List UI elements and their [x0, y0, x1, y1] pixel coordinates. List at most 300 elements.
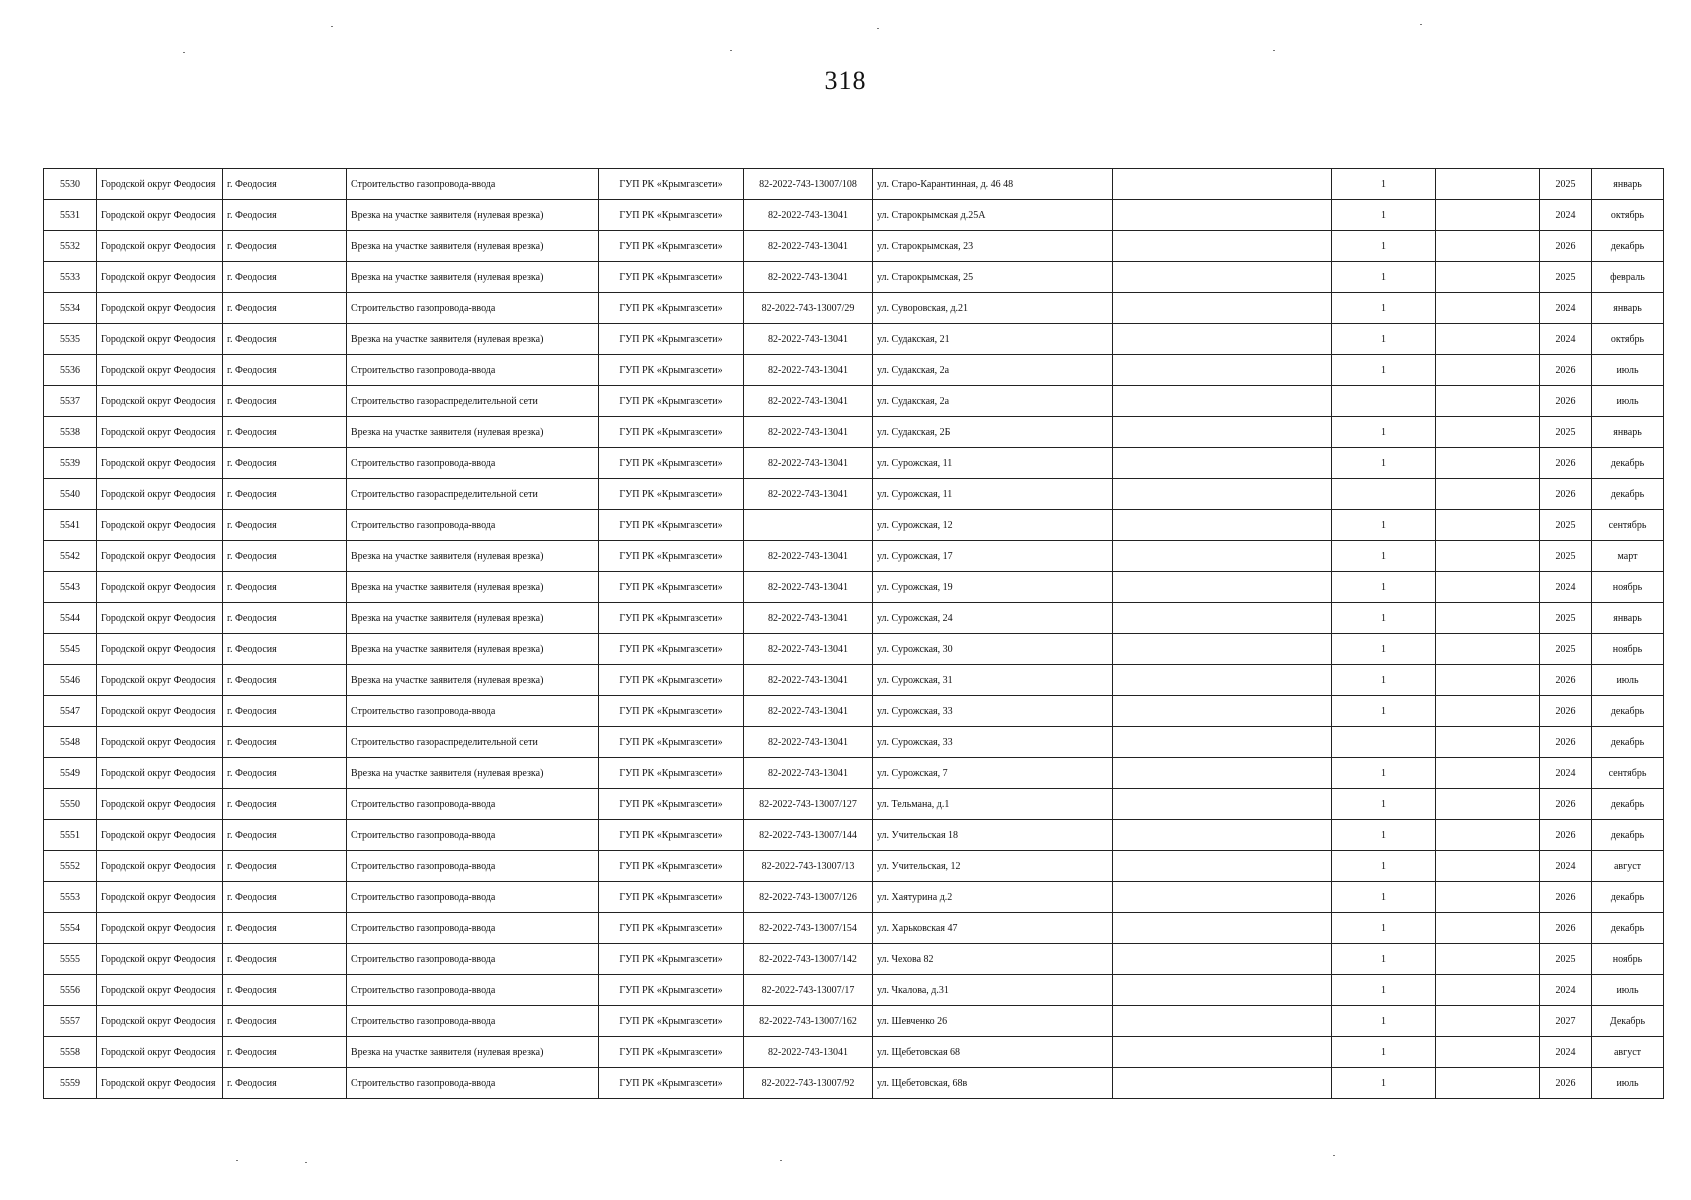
organization-cell: ГУП РК «Крымгазсети»: [599, 169, 744, 200]
empty-cell-cell: [1113, 944, 1332, 975]
quantity-cell: 1: [1332, 944, 1436, 975]
project-code-cell: 82-2022-743-13007/13: [744, 851, 873, 882]
table-row: [44, 417, 1664, 448]
row-number-cell: 5544: [44, 603, 97, 634]
row-number-cell: 5530: [44, 169, 97, 200]
project-code-cell: 82-2022-743-13007/127: [744, 789, 873, 820]
quantity-cell: 1: [1332, 1006, 1436, 1037]
month-cell: декабрь: [1592, 913, 1664, 944]
city-cell: г. Феодосия: [223, 355, 347, 386]
quantity-cell: 1: [1332, 262, 1436, 293]
city-cell: г. Феодосия: [223, 851, 347, 882]
organization-cell: ГУП РК «Крымгазсети»: [599, 913, 744, 944]
month-cell: август: [1592, 851, 1664, 882]
empty-cell-cell: [1113, 293, 1332, 324]
year-cell: 2026: [1540, 820, 1592, 851]
address-cell: ул. Старокрымская д.25А: [873, 200, 1113, 231]
work-type-cell: Строительство газопровода-ввода: [347, 293, 599, 324]
project-code-cell: 82-2022-743-13041: [744, 1037, 873, 1068]
address-cell: ул. Харьковская 47: [873, 913, 1113, 944]
address-cell: ул. Сурожская, 31: [873, 665, 1113, 696]
work-type-cell: Строительство газопровода-ввода: [347, 1068, 599, 1099]
year-cell: 2025: [1540, 944, 1592, 975]
table-row: [44, 510, 1664, 541]
work-type-cell: Врезка на участке заявителя (нулевая врезка): [347, 324, 599, 355]
month-cell: июль: [1592, 1068, 1664, 1099]
month-cell: июль: [1592, 665, 1664, 696]
month-cell: январь: [1592, 293, 1664, 324]
empty-cell-cell: [1436, 169, 1540, 200]
organization-cell: ГУП РК «Крымгазсети»: [599, 727, 744, 758]
empty-cell-cell: [1436, 634, 1540, 665]
year-cell: 2025: [1540, 417, 1592, 448]
organization-cell: ГУП РК «Крымгазсети»: [599, 696, 744, 727]
empty-cell-cell: [1113, 386, 1332, 417]
table-row: [44, 789, 1664, 820]
quantity-cell: [1332, 479, 1436, 510]
organization-cell: ГУП РК «Крымгазсети»: [599, 1068, 744, 1099]
empty-cell-cell: [1436, 448, 1540, 479]
empty-cell-cell: [1436, 1068, 1540, 1099]
row-number-cell: 5531: [44, 200, 97, 231]
organization-cell: ГУП РК «Крымгазсети»: [599, 665, 744, 696]
table-row: [44, 262, 1664, 293]
month-cell: январь: [1592, 603, 1664, 634]
empty-cell-cell: [1436, 851, 1540, 882]
quantity-cell: 1: [1332, 169, 1436, 200]
city-cell: г. Феодосия: [223, 696, 347, 727]
scan-speck: [1333, 1155, 1335, 1156]
city-cell: г. Феодосия: [223, 169, 347, 200]
month-cell: март: [1592, 541, 1664, 572]
empty-cell-cell: [1436, 572, 1540, 603]
table-row: [44, 169, 1664, 200]
month-cell: Декабрь: [1592, 1006, 1664, 1037]
row-number-cell: 5551: [44, 820, 97, 851]
quantity-cell: 1: [1332, 882, 1436, 913]
project-code-cell: 82-2022-743-13007/92: [744, 1068, 873, 1099]
empty-cell-cell: [1436, 727, 1540, 758]
row-number-cell: 5554: [44, 913, 97, 944]
row-number-cell: 5533: [44, 262, 97, 293]
municipal-district-cell: Городской округ Феодосия: [97, 975, 223, 1006]
municipal-district-cell: Городской округ Феодосия: [97, 510, 223, 541]
quantity-cell: 1: [1332, 851, 1436, 882]
quantity-cell: 1: [1332, 789, 1436, 820]
city-cell: г. Феодосия: [223, 386, 347, 417]
month-cell: сентябрь: [1592, 510, 1664, 541]
municipal-district-cell: Городской округ Феодосия: [97, 572, 223, 603]
month-cell: декабрь: [1592, 231, 1664, 262]
empty-cell-cell: [1436, 293, 1540, 324]
municipal-district-cell: Городской округ Феодосия: [97, 944, 223, 975]
table-row: [44, 293, 1664, 324]
table-row: [44, 572, 1664, 603]
city-cell: г. Феодосия: [223, 231, 347, 262]
year-cell: 2024: [1540, 572, 1592, 603]
municipal-district-cell: Городской округ Феодосия: [97, 355, 223, 386]
organization-cell: ГУП РК «Крымгазсети»: [599, 324, 744, 355]
work-type-cell: Строительство газопровода-ввода: [347, 820, 599, 851]
scan-speck: [877, 28, 879, 29]
row-number-cell: 5538: [44, 417, 97, 448]
year-cell: 2027: [1540, 1006, 1592, 1037]
row-number-cell: 5545: [44, 634, 97, 665]
address-cell: ул. Шевченко 26: [873, 1006, 1113, 1037]
work-type-cell: Строительство газопровода-ввода: [347, 696, 599, 727]
city-cell: г. Феодосия: [223, 944, 347, 975]
project-code-cell: 82-2022-743-13007/162: [744, 1006, 873, 1037]
project-code-cell: 82-2022-743-13041: [744, 541, 873, 572]
quantity-cell: [1332, 386, 1436, 417]
month-cell: октябрь: [1592, 324, 1664, 355]
city-cell: г. Феодосия: [223, 1037, 347, 1068]
year-cell: 2025: [1540, 634, 1592, 665]
row-number-cell: 5552: [44, 851, 97, 882]
address-cell: ул. Чехова 82: [873, 944, 1113, 975]
year-cell: 2026: [1540, 696, 1592, 727]
quantity-cell: 1: [1332, 231, 1436, 262]
month-cell: январь: [1592, 169, 1664, 200]
empty-cell-cell: [1113, 262, 1332, 293]
city-cell: г. Феодосия: [223, 882, 347, 913]
empty-cell-cell: [1113, 603, 1332, 634]
quantity-cell: 1: [1332, 665, 1436, 696]
organization-cell: ГУП РК «Крымгазсети»: [599, 448, 744, 479]
table-row: [44, 448, 1664, 479]
municipal-district-cell: Городской округ Феодосия: [97, 1006, 223, 1037]
empty-cell-cell: [1436, 324, 1540, 355]
month-cell: декабрь: [1592, 479, 1664, 510]
address-cell: ул. Учительская, 12: [873, 851, 1113, 882]
row-number-cell: 5535: [44, 324, 97, 355]
address-cell: ул. Судакская, 2а: [873, 355, 1113, 386]
project-code-cell: 82-2022-743-13041: [744, 324, 873, 355]
project-code-cell: 82-2022-743-13041: [744, 696, 873, 727]
address-cell: ул. Сурожская, 11: [873, 479, 1113, 510]
municipal-district-cell: Городской округ Феодосия: [97, 820, 223, 851]
work-type-cell: Строительство газораспределительной сети: [347, 727, 599, 758]
empty-cell-cell: [1113, 231, 1332, 262]
row-number-cell: 5557: [44, 1006, 97, 1037]
organization-cell: ГУП РК «Крымгазсети»: [599, 820, 744, 851]
row-number-cell: 5555: [44, 944, 97, 975]
month-cell: ноябрь: [1592, 572, 1664, 603]
quantity-cell: 1: [1332, 696, 1436, 727]
year-cell: 2026: [1540, 727, 1592, 758]
municipal-district-cell: Городской округ Феодосия: [97, 324, 223, 355]
municipal-district-cell: Городской округ Феодосия: [97, 262, 223, 293]
address-cell: ул. Судакская, 21: [873, 324, 1113, 355]
empty-cell-cell: [1436, 913, 1540, 944]
work-type-cell: Врезка на участке заявителя (нулевая врезка): [347, 200, 599, 231]
project-code-cell: 82-2022-743-13041: [744, 448, 873, 479]
organization-cell: ГУП РК «Крымгазсети»: [599, 603, 744, 634]
row-number-cell: 5541: [44, 510, 97, 541]
table-row: [44, 696, 1664, 727]
city-cell: г. Феодосия: [223, 324, 347, 355]
quantity-cell: 1: [1332, 758, 1436, 789]
empty-cell-cell: [1113, 665, 1332, 696]
quantity-cell: 1: [1332, 572, 1436, 603]
scan-speck: [236, 1160, 238, 1161]
quantity-cell: 1: [1332, 1068, 1436, 1099]
work-type-cell: Врезка на участке заявителя (нулевая врезка): [347, 665, 599, 696]
city-cell: г. Феодосия: [223, 572, 347, 603]
quantity-cell: 1: [1332, 200, 1436, 231]
table-row: [44, 758, 1664, 789]
quantity-cell: 1: [1332, 510, 1436, 541]
city-cell: г. Феодосия: [223, 479, 347, 510]
municipal-district-cell: Городской округ Феодосия: [97, 727, 223, 758]
month-cell: сентябрь: [1592, 758, 1664, 789]
work-type-cell: Строительство газораспределительной сети: [347, 479, 599, 510]
municipal-district-cell: Городской округ Феодосия: [97, 789, 223, 820]
table-row: [44, 665, 1664, 696]
work-type-cell: Строительство газопровода-ввода: [347, 913, 599, 944]
empty-cell-cell: [1113, 820, 1332, 851]
empty-cell-cell: [1436, 510, 1540, 541]
year-cell: 2025: [1540, 510, 1592, 541]
municipal-district-cell: Городской округ Феодосия: [97, 913, 223, 944]
project-code-cell: 82-2022-743-13007/29: [744, 293, 873, 324]
empty-cell-cell: [1113, 572, 1332, 603]
project-code-cell: 82-2022-743-13041: [744, 634, 873, 665]
empty-cell-cell: [1436, 820, 1540, 851]
project-code-cell: 82-2022-743-13007/142: [744, 944, 873, 975]
work-type-cell: Строительство газопровода-ввода: [347, 510, 599, 541]
register-table: [43, 168, 1664, 1099]
organization-cell: ГУП РК «Крымгазсети»: [599, 262, 744, 293]
table-row: [44, 1068, 1664, 1099]
municipal-district-cell: Городской округ Феодосия: [97, 634, 223, 665]
empty-cell-cell: [1436, 944, 1540, 975]
empty-cell-cell: [1113, 169, 1332, 200]
city-cell: г. Феодосия: [223, 510, 347, 541]
table-row: [44, 820, 1664, 851]
organization-cell: ГУП РК «Крымгазсети»: [599, 1006, 744, 1037]
address-cell: ул. Сурожская, 33: [873, 696, 1113, 727]
city-cell: г. Феодосия: [223, 293, 347, 324]
year-cell: 2024: [1540, 758, 1592, 789]
year-cell: 2024: [1540, 324, 1592, 355]
municipal-district-cell: Городской округ Феодосия: [97, 851, 223, 882]
address-cell: ул. Сурожская, 33: [873, 727, 1113, 758]
empty-cell-cell: [1436, 200, 1540, 231]
municipal-district-cell: Городской округ Феодосия: [97, 386, 223, 417]
row-number-cell: 5537: [44, 386, 97, 417]
organization-cell: ГУП РК «Крымгазсети»: [599, 293, 744, 324]
address-cell: ул. Судакская, 2а: [873, 386, 1113, 417]
address-cell: ул. Сурожская, 19: [873, 572, 1113, 603]
month-cell: декабрь: [1592, 696, 1664, 727]
quantity-cell: 1: [1332, 603, 1436, 634]
row-number-cell: 5549: [44, 758, 97, 789]
city-cell: г. Феодосия: [223, 1068, 347, 1099]
year-cell: 2025: [1540, 262, 1592, 293]
city-cell: г. Феодосия: [223, 262, 347, 293]
row-number-cell: 5532: [44, 231, 97, 262]
address-cell: ул. Сурожская, 17: [873, 541, 1113, 572]
organization-cell: ГУП РК «Крымгазсети»: [599, 975, 744, 1006]
empty-cell-cell: [1113, 541, 1332, 572]
project-code-cell: 82-2022-743-13041: [744, 355, 873, 386]
year-cell: 2024: [1540, 293, 1592, 324]
municipal-district-cell: Городской округ Феодосия: [97, 417, 223, 448]
table-row: [44, 851, 1664, 882]
table-row: [44, 944, 1664, 975]
row-number-cell: 5558: [44, 1037, 97, 1068]
address-cell: ул. Щебетовская, 68в: [873, 1068, 1113, 1099]
address-cell: ул. Старокрымская, 23: [873, 231, 1113, 262]
quantity-cell: 1: [1332, 541, 1436, 572]
month-cell: декабрь: [1592, 882, 1664, 913]
empty-cell-cell: [1113, 448, 1332, 479]
scan-speck: [305, 1162, 307, 1163]
quantity-cell: 1: [1332, 820, 1436, 851]
quantity-cell: [1332, 727, 1436, 758]
organization-cell: ГУП РК «Крымгазсети»: [599, 1037, 744, 1068]
project-code-cell: 82-2022-743-13041: [744, 417, 873, 448]
empty-cell-cell: [1436, 1037, 1540, 1068]
empty-cell-cell: [1436, 789, 1540, 820]
city-cell: г. Феодосия: [223, 417, 347, 448]
project-code-cell: 82-2022-743-13041: [744, 572, 873, 603]
work-type-cell: Врезка на участке заявителя (нулевая врезка): [347, 541, 599, 572]
organization-cell: ГУП РК «Крымгазсети»: [599, 200, 744, 231]
row-number-cell: 5553: [44, 882, 97, 913]
work-type-cell: Строительство газопровода-ввода: [347, 851, 599, 882]
month-cell: ноябрь: [1592, 634, 1664, 665]
address-cell: ул. Сурожская, 30: [873, 634, 1113, 665]
empty-cell-cell: [1113, 696, 1332, 727]
address-cell: ул. Чкалова, д.31: [873, 975, 1113, 1006]
month-cell: июль: [1592, 975, 1664, 1006]
quantity-cell: 1: [1332, 293, 1436, 324]
project-code-cell: 82-2022-743-13041: [744, 386, 873, 417]
row-number-cell: 5536: [44, 355, 97, 386]
work-type-cell: Строительство газопровода-ввода: [347, 975, 599, 1006]
city-cell: г. Феодосия: [223, 820, 347, 851]
quantity-cell: 1: [1332, 975, 1436, 1006]
organization-cell: ГУП РК «Крымгазсети»: [599, 355, 744, 386]
project-code-cell: 82-2022-743-13041: [744, 200, 873, 231]
row-number-cell: 5542: [44, 541, 97, 572]
table-row: [44, 727, 1664, 758]
empty-cell-cell: [1436, 355, 1540, 386]
project-code-cell: 82-2022-743-13007/144: [744, 820, 873, 851]
organization-cell: ГУП РК «Крымгазсети»: [599, 541, 744, 572]
organization-cell: ГУП РК «Крымгазсети»: [599, 882, 744, 913]
quantity-cell: 1: [1332, 355, 1436, 386]
table-row: [44, 541, 1664, 572]
empty-cell-cell: [1436, 975, 1540, 1006]
quantity-cell: 1: [1332, 448, 1436, 479]
empty-cell-cell: [1436, 665, 1540, 696]
work-type-cell: Строительство газопровода-ввода: [347, 882, 599, 913]
empty-cell-cell: [1113, 727, 1332, 758]
row-number-cell: 5547: [44, 696, 97, 727]
empty-cell-cell: [1113, 1006, 1332, 1037]
project-code-cell: [744, 510, 873, 541]
address-cell: ул. Сурожская, 7: [873, 758, 1113, 789]
work-type-cell: Врезка на участке заявителя (нулевая врезка): [347, 572, 599, 603]
address-cell: ул. Щебетовская 68: [873, 1037, 1113, 1068]
empty-cell-cell: [1113, 324, 1332, 355]
work-type-cell: Врезка на участке заявителя (нулевая врезка): [347, 1037, 599, 1068]
organization-cell: ГУП РК «Крымгазсети»: [599, 634, 744, 665]
row-number-cell: 5543: [44, 572, 97, 603]
city-cell: г. Феодосия: [223, 975, 347, 1006]
organization-cell: ГУП РК «Крымгазсети»: [599, 851, 744, 882]
project-code-cell: 82-2022-743-13007/17: [744, 975, 873, 1006]
empty-cell-cell: [1113, 789, 1332, 820]
work-type-cell: Врезка на участке заявителя (нулевая врезка): [347, 603, 599, 634]
city-cell: г. Феодосия: [223, 200, 347, 231]
municipal-district-cell: Городской округ Феодосия: [97, 696, 223, 727]
table-row: [44, 603, 1664, 634]
work-type-cell: Строительство газопровода-ввода: [347, 1006, 599, 1037]
register-table-body: [44, 169, 1664, 1099]
municipal-district-cell: Городской округ Феодосия: [97, 1068, 223, 1099]
year-cell: 2026: [1540, 789, 1592, 820]
empty-cell-cell: [1113, 882, 1332, 913]
empty-cell-cell: [1436, 603, 1540, 634]
organization-cell: ГУП РК «Крымгазсети»: [599, 231, 744, 262]
row-number-cell: 5546: [44, 665, 97, 696]
table-row: [44, 634, 1664, 665]
empty-cell-cell: [1113, 1037, 1332, 1068]
row-number-cell: 5550: [44, 789, 97, 820]
empty-cell-cell: [1113, 1068, 1332, 1099]
month-cell: январь: [1592, 417, 1664, 448]
city-cell: г. Феодосия: [223, 603, 347, 634]
row-number-cell: 5539: [44, 448, 97, 479]
quantity-cell: 1: [1332, 1037, 1436, 1068]
empty-cell-cell: [1113, 417, 1332, 448]
table-row: [44, 975, 1664, 1006]
empty-cell-cell: [1436, 262, 1540, 293]
organization-cell: ГУП РК «Крымгазсети»: [599, 944, 744, 975]
work-type-cell: Строительство газопровода-ввода: [347, 789, 599, 820]
city-cell: г. Феодосия: [223, 541, 347, 572]
city-cell: г. Феодосия: [223, 727, 347, 758]
scan-speck: [1273, 50, 1275, 51]
month-cell: декабрь: [1592, 727, 1664, 758]
quantity-cell: 1: [1332, 634, 1436, 665]
work-type-cell: Строительство газопровода-ввода: [347, 448, 599, 479]
organization-cell: ГУП РК «Крымгазсети»: [599, 572, 744, 603]
work-type-cell: Строительство газораспределительной сети: [347, 386, 599, 417]
work-type-cell: Врезка на участке заявителя (нулевая врезка): [347, 634, 599, 665]
project-code-cell: 82-2022-743-13007/154: [744, 913, 873, 944]
empty-cell-cell: [1113, 758, 1332, 789]
address-cell: ул. Хаятурина д.2: [873, 882, 1113, 913]
month-cell: ноябрь: [1592, 944, 1664, 975]
empty-cell-cell: [1436, 386, 1540, 417]
year-cell: 2026: [1540, 882, 1592, 913]
work-type-cell: Врезка на участке заявителя (нулевая врезка): [347, 262, 599, 293]
month-cell: февраль: [1592, 262, 1664, 293]
empty-cell-cell: [1113, 851, 1332, 882]
year-cell: 2025: [1540, 541, 1592, 572]
year-cell: 2024: [1540, 975, 1592, 1006]
year-cell: 2026: [1540, 479, 1592, 510]
work-type-cell: Врезка на участке заявителя (нулевая врезка): [347, 758, 599, 789]
address-cell: ул. Сурожская, 24: [873, 603, 1113, 634]
city-cell: г. Феодосия: [223, 665, 347, 696]
page-number: 318: [824, 66, 867, 95]
